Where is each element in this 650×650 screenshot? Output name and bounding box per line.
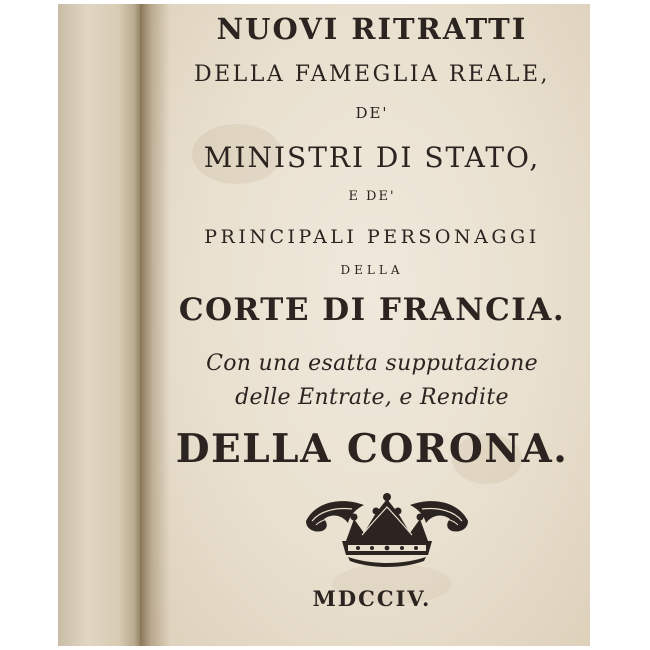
- crown-ornament-icon: [302, 491, 472, 571]
- title-line-4: MINISTRI DI STATO,: [203, 141, 541, 174]
- subtitle-line-1: Con una esatta supputazione: [206, 351, 538, 376]
- title-line-8: CORTE DI FRANCIA.: [178, 292, 566, 328]
- title-line-5: E DE': [348, 189, 396, 204]
- title-line-3: DE': [355, 104, 389, 122]
- title-line-2: DELLA FAMEGLIA REALE,: [193, 62, 551, 87]
- title-line-corona: DELLA CORONA.: [175, 426, 569, 472]
- book-scan: [58, 4, 590, 646]
- imprint-year: MDCCIV.: [312, 586, 432, 611]
- subtitle-line-2: delle Entrate, e Rendite: [235, 385, 509, 410]
- title-line-1: NUOVI RITRATTI: [216, 12, 528, 46]
- title-line-7: DELLA: [340, 263, 404, 277]
- title-page: [152, 4, 590, 646]
- left-page-edge: [58, 4, 144, 646]
- title-line-6: PRINCIPALI PERSONAGGI: [204, 226, 540, 248]
